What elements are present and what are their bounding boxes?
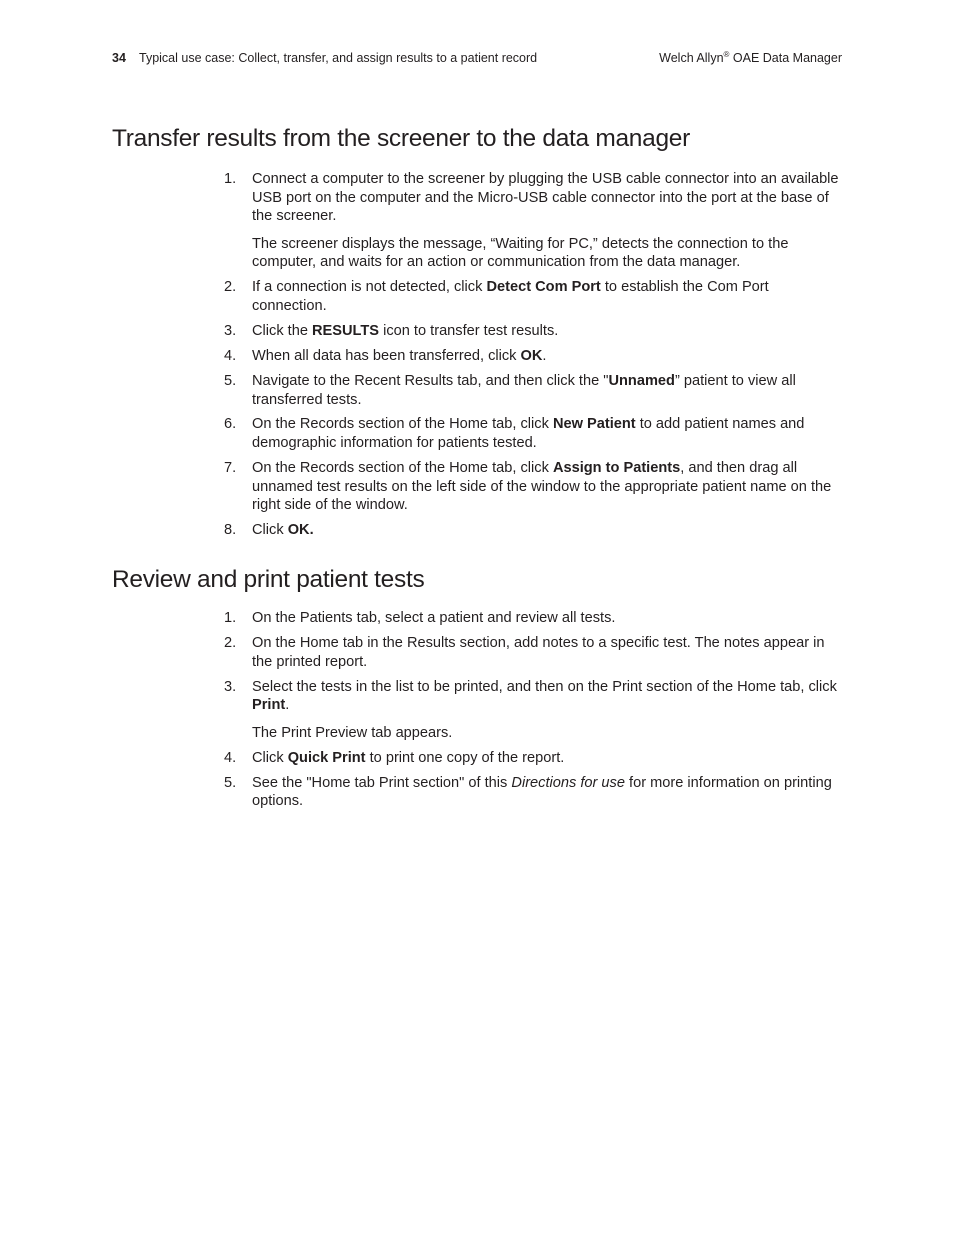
step-number: 2. xyxy=(224,634,237,651)
document-title-ref: Directions for use xyxy=(511,774,625,791)
step-text-post: , and then drag all unnamed test results on the left side of the window to the appropriate patient name on the right side of the window. xyxy=(252,460,832,514)
ui-term: Assign to Patients xyxy=(552,460,681,477)
ui-term: OK. xyxy=(287,522,314,539)
step-text-post: ” patient to view all transferred tests. xyxy=(252,372,796,408)
list-item xyxy=(224,774,844,811)
section-heading-transfer: Transfer results from the screener to the data manager xyxy=(112,125,690,152)
ui-term: Unnamed xyxy=(608,372,675,389)
list-item xyxy=(224,170,844,226)
step-text-post: icon to transfer test results. xyxy=(379,322,559,339)
page-header xyxy=(112,51,842,69)
step-text: Connect a computer to the screener by plugging the USB cable connector into an available USB port on the computer and the Micro-USB cable connector into the port at the base of the screener. xyxy=(252,171,839,225)
ui-term: New Patient xyxy=(552,416,636,433)
step-number: 2. xyxy=(224,279,237,296)
step-number: 5. xyxy=(224,372,237,389)
step-number: 1. xyxy=(224,610,237,626)
product-name: OAE Data Manager xyxy=(729,51,842,65)
step-text-pre: Click xyxy=(252,522,288,539)
list-item xyxy=(224,749,844,768)
step-text-post: to establish the Com Port connection. xyxy=(252,279,769,314)
step-note: The Print Preview tab appears. xyxy=(252,724,453,741)
list-item xyxy=(224,521,844,540)
ui-term: RESULTS xyxy=(312,322,380,339)
chapter-title: Typical use case: Collect, transfer, and assign results to a patient record xyxy=(139,51,538,65)
step-number: 4. xyxy=(224,347,237,364)
list-item xyxy=(224,609,844,628)
list-item xyxy=(224,459,844,515)
step-text-pre: If a connection is not detected, click xyxy=(252,279,487,296)
step-text-post: . xyxy=(285,697,290,714)
ui-term: Quick Print xyxy=(287,749,366,766)
list-item xyxy=(224,322,844,341)
step-number: 8. xyxy=(224,522,237,539)
step-text-pre: On the Records section of the Home tab, click xyxy=(252,460,553,477)
step-number: 4. xyxy=(224,749,237,766)
page-number: 34 xyxy=(112,51,126,65)
list-item xyxy=(224,634,844,671)
step-text-post: . xyxy=(542,347,547,364)
product-title xyxy=(659,51,842,65)
list-item xyxy=(224,415,844,452)
ui-term: Print xyxy=(252,697,286,714)
step-text-pre: Navigate to the Recent Results tab, and then click the " xyxy=(252,372,609,389)
step-number: 3. xyxy=(224,678,237,695)
step-text-pre: Click the xyxy=(252,322,313,339)
step-text-post: to add patient names and demographic information for patients tested. xyxy=(252,416,805,452)
product-brand: Welch Allyn xyxy=(659,51,724,65)
step-number: 5. xyxy=(224,774,237,791)
step-note: The screener displays the message, “Waiting for PC,” detects the connection to the computer, and waits for an action or communication from the data manager. xyxy=(252,235,789,271)
step-number: 7. xyxy=(224,460,237,477)
step-text: On the Home tab in the Results section, add notes to a specific test. The notes appear in the printed report. xyxy=(252,634,825,670)
step-text-pre: Click xyxy=(252,749,288,766)
list-item xyxy=(224,278,844,315)
step-number: 3. xyxy=(224,322,237,339)
ui-term: OK xyxy=(520,347,543,364)
step-text-pre: On the Records section of the Home tab, click xyxy=(252,416,553,433)
section-heading-review: Review and print patient tests xyxy=(112,566,425,593)
list-item xyxy=(224,347,844,366)
step-number: 6. xyxy=(224,416,237,433)
transfer-steps-list xyxy=(224,170,844,546)
list-item xyxy=(224,678,844,715)
step-text-pre: See the "Home tab Print section" of this xyxy=(252,774,512,791)
step-text-post: to print one copy of the report. xyxy=(365,749,565,766)
step-text-post: for more information on printing options. xyxy=(252,774,832,810)
list-item xyxy=(224,372,844,409)
ui-term: Detect Com Port xyxy=(486,279,601,296)
review-steps-list xyxy=(224,609,844,817)
registered-mark: ® xyxy=(723,50,730,59)
step-text-pre: When all data has been transferred, click xyxy=(252,347,521,364)
step-text-pre: Select the tests in the list to be printed, and then on the Print section of the Home tab, click xyxy=(252,678,837,695)
step-text: On the Patients tab, select a patient and review all tests. xyxy=(252,610,616,626)
step-number: 1. xyxy=(224,171,237,187)
